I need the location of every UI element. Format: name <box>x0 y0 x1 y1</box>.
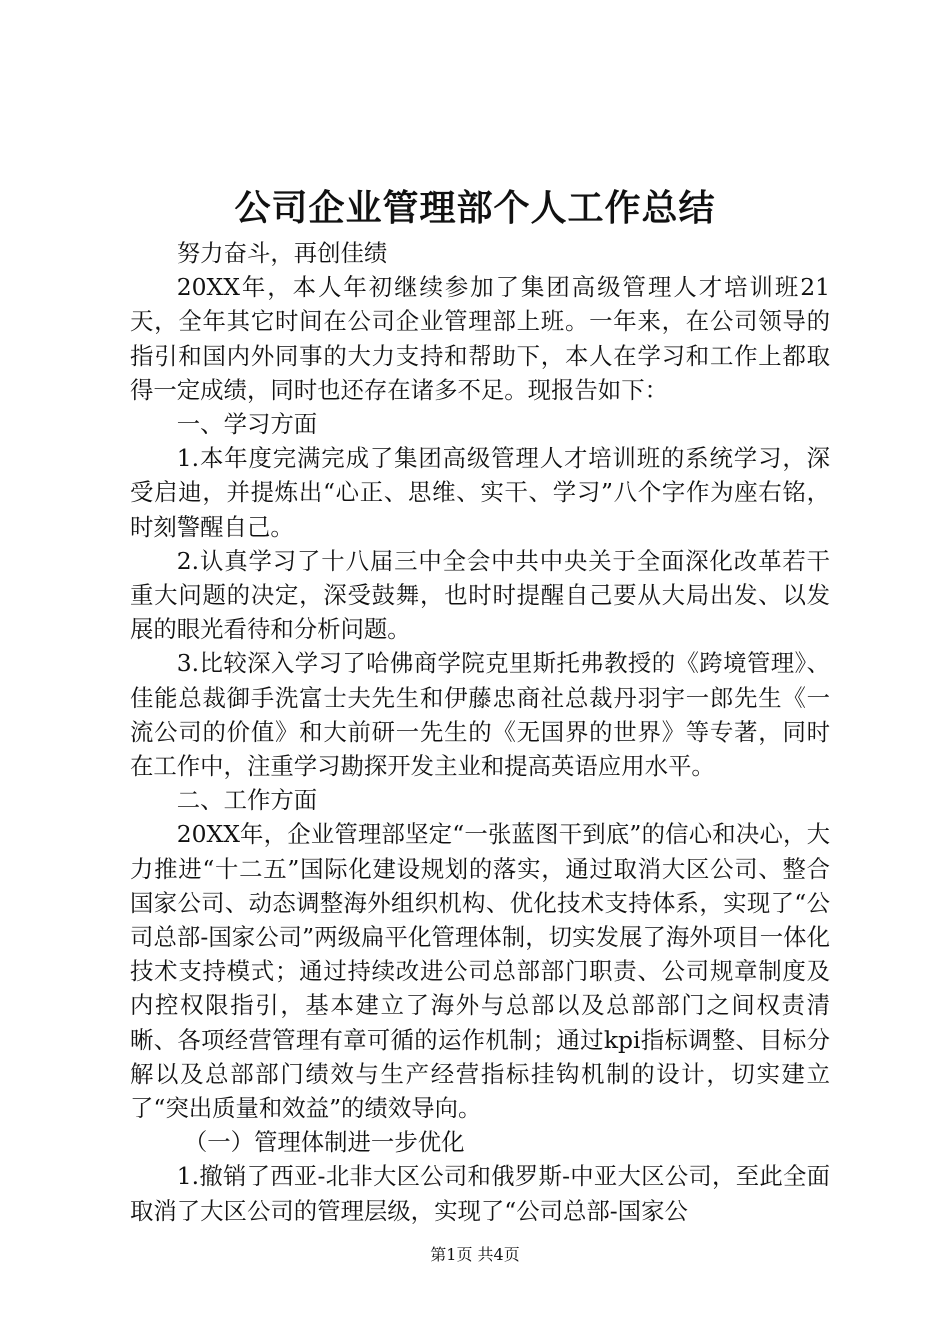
paragraph-subtitle: 努力奋斗，再创佳绩 <box>176 239 388 267</box>
page-footer: 第1页 共4页 <box>430 1245 520 1264</box>
paragraph-study-1: 1.本年度完满完成了集团高级管理人才培训班的系统学习，深受启迪，并提炼出“心正、思维、实干、学习”八个字作为座右铭，时刻警醒自己。 <box>130 444 830 541</box>
paragraph-work-summary: 20XX年，企业管理部坚定“一张蓝图干到底”的信心和决心，大力推进“十二五”国际化建设规划的落实，通过取消大区公司、整合国家公司、动态调整海外组织机构、优化技术支持体系，实现了“公司总部-国家公司”两级扁平化管理体制，切实发展了海外项目一体化技术支持模式；通过持续改进公司总部部门职责、公司规章制度及内控权限指引，基本建立了海外与总部以及总部部门之间权责清晰、各项经营管理有章可循的运作机制；通过kpi指标调整、目标分解以及总部部门绩效与生产经营指标挂钩机制的设计，切实建立了“突出质量和效益”的绩效导向。 <box>130 820 830 1123</box>
paragraph-study-2: 2.认真学习了十八届三中全会中共中央关于全面深化改革若干重大问题的决定，深受鼓舞，也时时提醒自己要从大局出发、以发展的眼光看待和分析问题。 <box>130 546 830 644</box>
document-title: 公司企业管理部个人工作总结 <box>234 187 716 229</box>
section-heading-work: 二、工作方面 <box>176 786 318 815</box>
paragraph-management-1: 1.撤销了西亚-北非大区公司和俄罗斯-中亚大区公司，至此全面取消了大区公司的管理层级，实现了“公司总部-国家公 <box>130 1162 830 1225</box>
paragraph-intro: 20XX年，本人年初继续参加了集团高级管理人才培训班21天，全年其它时间在公司企业管理部上班。一年来，在公司领导的指引和国内外同事的大力支持和帮助下，本人在学习和工作上都取得一定成绩，同时也还存在诸多不足。现报告如下： <box>130 273 830 404</box>
subsection-heading-management: （一）管理体制进一步优化 <box>183 1128 465 1157</box>
paragraph-study-3: 3.比较深入学习了哈佛商学院克里斯托弗教授的《跨境管理》、佳能总裁御手洗富士夫先生和伊藤忠商社总裁丹羽宇一郎先生《一流公司的价值》和大前研一先生的《无国界的世界》等专著，同时在工作中，注重学习勘探开发主业和提高英语应用水平。 <box>130 649 830 781</box>
document-body <box>130 236 830 1228</box>
section-heading-study: 一、学习方面 <box>176 410 318 439</box>
